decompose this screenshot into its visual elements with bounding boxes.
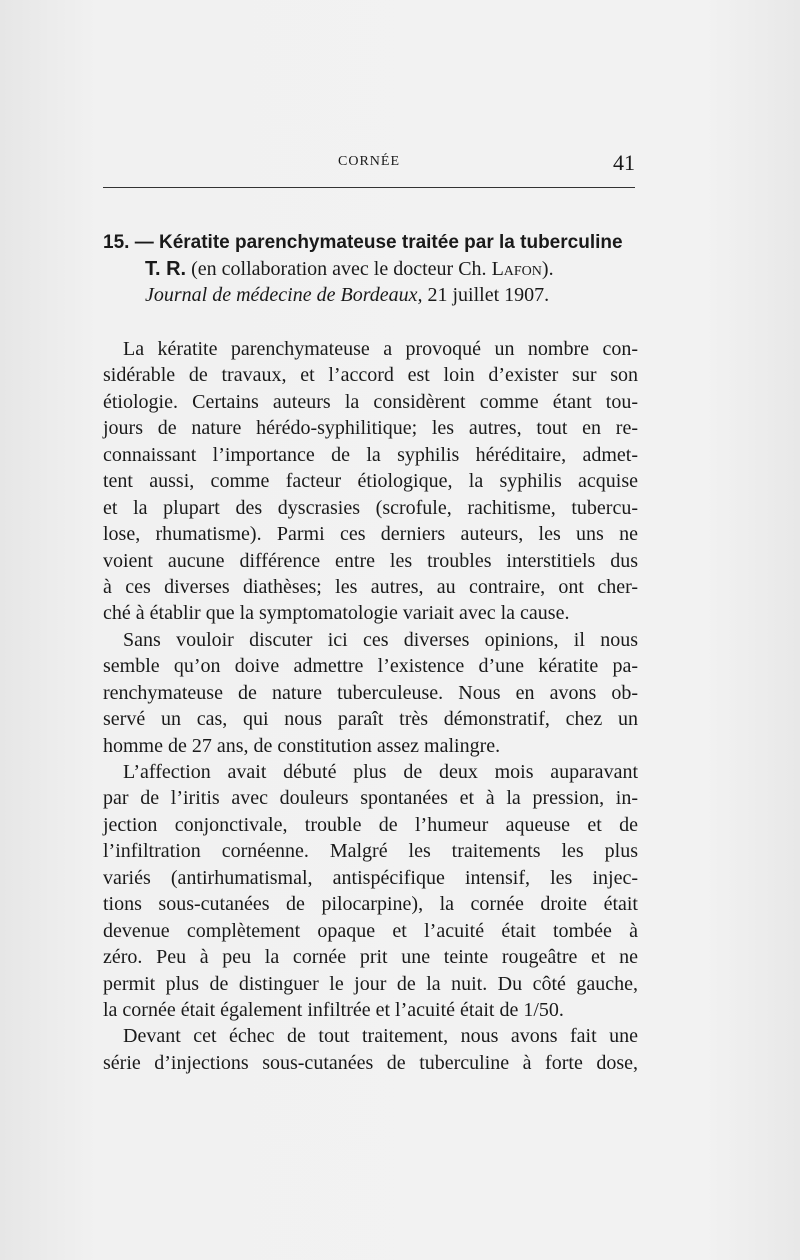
- body-text: [103, 336, 638, 1076]
- entry-date: 21 juillet 1907.: [427, 284, 550, 306]
- text-line: lose, rhumatisme). Parmi ces derniers auteurs, les uns ne: [103, 523, 638, 546]
- text-line: semble qu’on doive admettre l’existence d’une kératite pa-: [103, 655, 638, 678]
- text-line: étiologie. Certains auteurs la considèrent comme étant tou-: [103, 390, 638, 413]
- text-line: ché à établir que la symptomatologie variait avec la cause.: [103, 602, 570, 625]
- text-line: par de l’iritis avec douleurs spontanées et à la pression, in-: [103, 787, 638, 810]
- text-line: Sans vouloir discuter ici ces diverses opinions, il nous: [123, 628, 638, 651]
- text-line: sidérable de travaux, et l’accord est loin d’exister sur son: [103, 364, 638, 387]
- text-line: servé un cas, qui nous paraît très démonstratif, chez un: [103, 708, 638, 731]
- text-line: variés (antirhumatismal, antispécifique intensif, les injec-: [103, 866, 638, 889]
- entry-collab-prefix: (en collaboration avec le docteur Ch.: [191, 258, 487, 280]
- text-line: zéro. Peu à peu la cornée prit une teinte rougeâtre et ne: [103, 946, 638, 969]
- text-line: voient aucune différence entre les troubles interstitiels dus: [103, 549, 638, 572]
- text-line: la cornée était également infiltrée et l’acuité était de 1/50.: [103, 998, 564, 1021]
- text-line: homme de 27 ans, de constitution assez malingre.: [103, 734, 501, 757]
- text-line: Devant cet échec de tout traitement, nous avons fait une: [123, 1025, 638, 1048]
- text-line: jection conjonctivale, trouble de l’humeur aqueuse et de: [103, 813, 638, 836]
- header-rule: [103, 187, 635, 188]
- entry-collab-line: [103, 256, 643, 282]
- entry-title-line: [103, 230, 643, 256]
- entry-collab-suffix: ).: [541, 258, 554, 280]
- page-number: 41: [613, 150, 635, 175]
- text-line: La kératite parenchymateuse a provoqué un nombre con-: [123, 338, 638, 360]
- text-line: tent aussi, comme facteur étiologique, la syphilis acquise: [103, 470, 638, 493]
- text-line: tions sous-cutanées de pilocarpine), la cornée droite était: [103, 893, 638, 916]
- text-line: L’affection avait débuté plus de deux mois auparavant: [123, 761, 638, 783]
- text-line: à ces diverses diathèses; les autres, au contraire, ont cher-: [103, 575, 638, 598]
- text-line: et la plupart des dyscrasies (scrofule, rachitisme, tubercu-: [103, 496, 638, 519]
- entry-journal-line: [103, 282, 643, 308]
- entry-title: Kératite parenchymateuse traitée par la tuberculine: [158, 232, 623, 253]
- text-line: devenue complètement opaque et l’acuité était tombée à: [103, 919, 638, 942]
- text-line: renchymateuse de nature tuberculeuse. Nous en avons ob-: [103, 681, 638, 704]
- text-line: l’infiltration cornéenne. Malgré les traitements les plus: [103, 840, 638, 863]
- entry-title-continued: T. R.: [145, 258, 187, 280]
- entry-heading: [103, 230, 643, 308]
- running-title: CORNÉE: [338, 154, 400, 169]
- entry-journal: Journal de médecine de Bordeaux,: [145, 284, 423, 306]
- text-line: connaissant l’importance de la syphilis héréditaire, admet-: [103, 443, 638, 466]
- text-line: permit plus de distinguer le jour de la nuit. Du côté gauche,: [103, 972, 638, 995]
- entry-number: 15. —: [103, 232, 154, 253]
- running-head: [103, 150, 635, 178]
- entry-collab-name: Lafon: [491, 258, 542, 280]
- text-line: série d’injections sous-cutanées de tuberculine à forte dose,: [103, 1051, 638, 1074]
- text-line: jours de nature hérédo-syphilitique; les autres, tout en re-: [103, 417, 638, 440]
